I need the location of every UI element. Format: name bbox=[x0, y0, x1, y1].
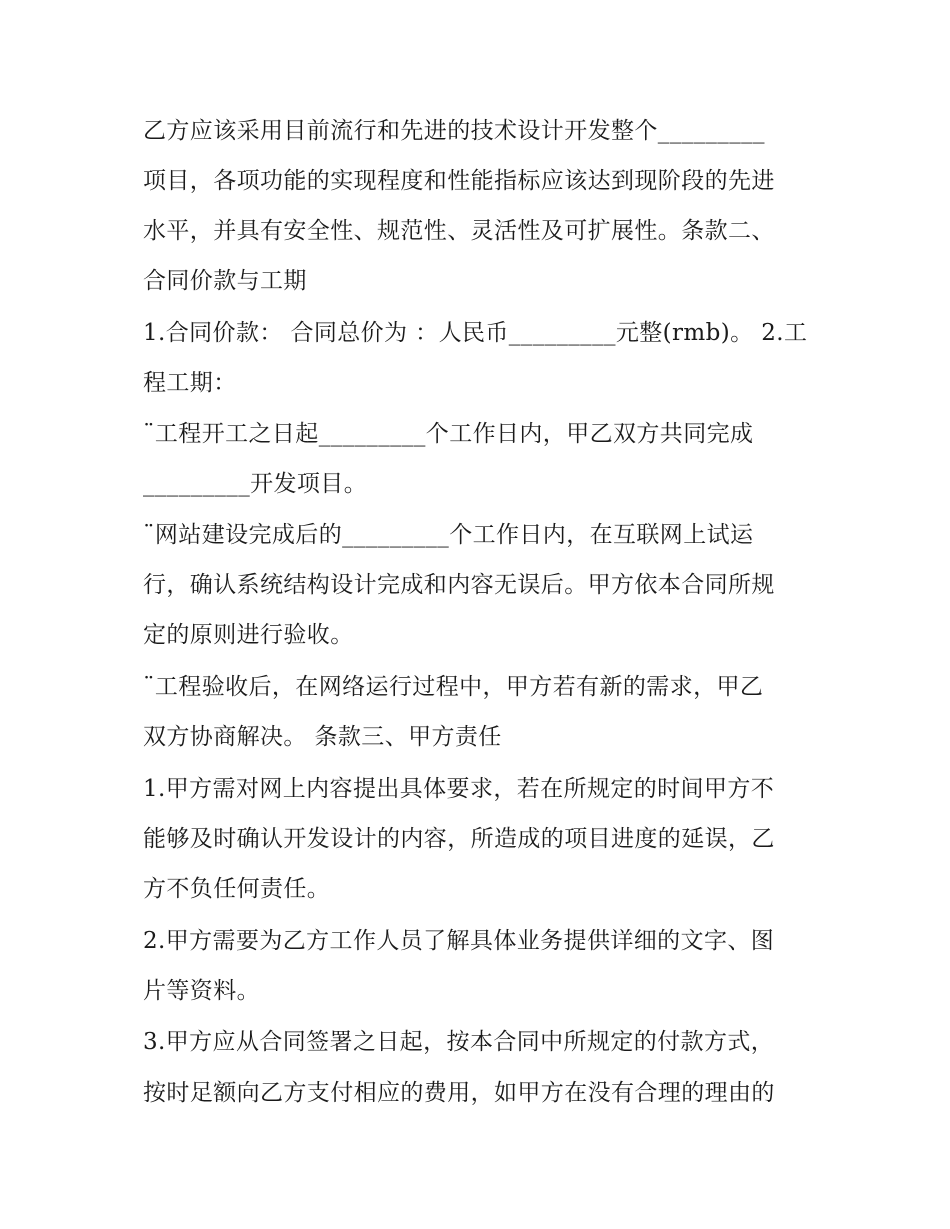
text-line: 行，确认系统结构设计完成和内容无误后。甲方依本合同所规 bbox=[143, 572, 775, 598]
text-line: 3.甲方应从合同签署之日起，按本合同中所规定的付款方式， bbox=[143, 1029, 775, 1055]
text-line: 程工期： bbox=[143, 370, 237, 396]
text-line: 方不负任何责任。 bbox=[143, 876, 331, 902]
text-line: 能够及时确认开发设计的内容，所造成的项目进度的延误，乙 bbox=[143, 826, 775, 852]
text-line: 项目，各项功能的实现程度和性能指标应该达到现阶段的先进 bbox=[143, 168, 775, 194]
text-line: 片等资料。 bbox=[143, 978, 260, 1004]
text-line: 合同价款与工期 bbox=[143, 268, 307, 294]
text-line: 1.合同价款： 合同总价为 ：人民币_________元整(rmb)。 2.工 bbox=[143, 320, 808, 346]
text-line: 2.甲方需要为乙方工作人员了解具体业务提供详细的文字、图 bbox=[143, 928, 775, 954]
text-line: 水平，并具有安全性、规范性、灵活性及可扩展性。条款二、 bbox=[143, 218, 775, 244]
text-line: 1.甲方需对网上内容提出具体要求，若在所规定的时间甲方不 bbox=[143, 776, 775, 802]
text-line: ¨网站建设完成后的_________个工作日内，在互联网上试运 bbox=[143, 522, 754, 548]
text-line: ¨工程开工之日起_________个工作日内，甲乙双方共同完成 bbox=[143, 421, 754, 447]
text-line: 按时足额向乙方支付相应的费用，如甲方在没有合理的理由的 bbox=[143, 1080, 775, 1106]
text-line: 乙方应该采用目前流行和先进的技术设计开发整个_________ bbox=[143, 118, 765, 144]
text-line: ¨工程验收后，在网络运行过程中，甲方若有新的需求，甲乙 bbox=[143, 674, 764, 700]
text-line: _________开发项目。 bbox=[143, 471, 368, 497]
text-line: 定的原则进行验收。 bbox=[143, 622, 354, 648]
text-line: 双方协商解决。 条款三、甲方责任 bbox=[143, 724, 502, 750]
